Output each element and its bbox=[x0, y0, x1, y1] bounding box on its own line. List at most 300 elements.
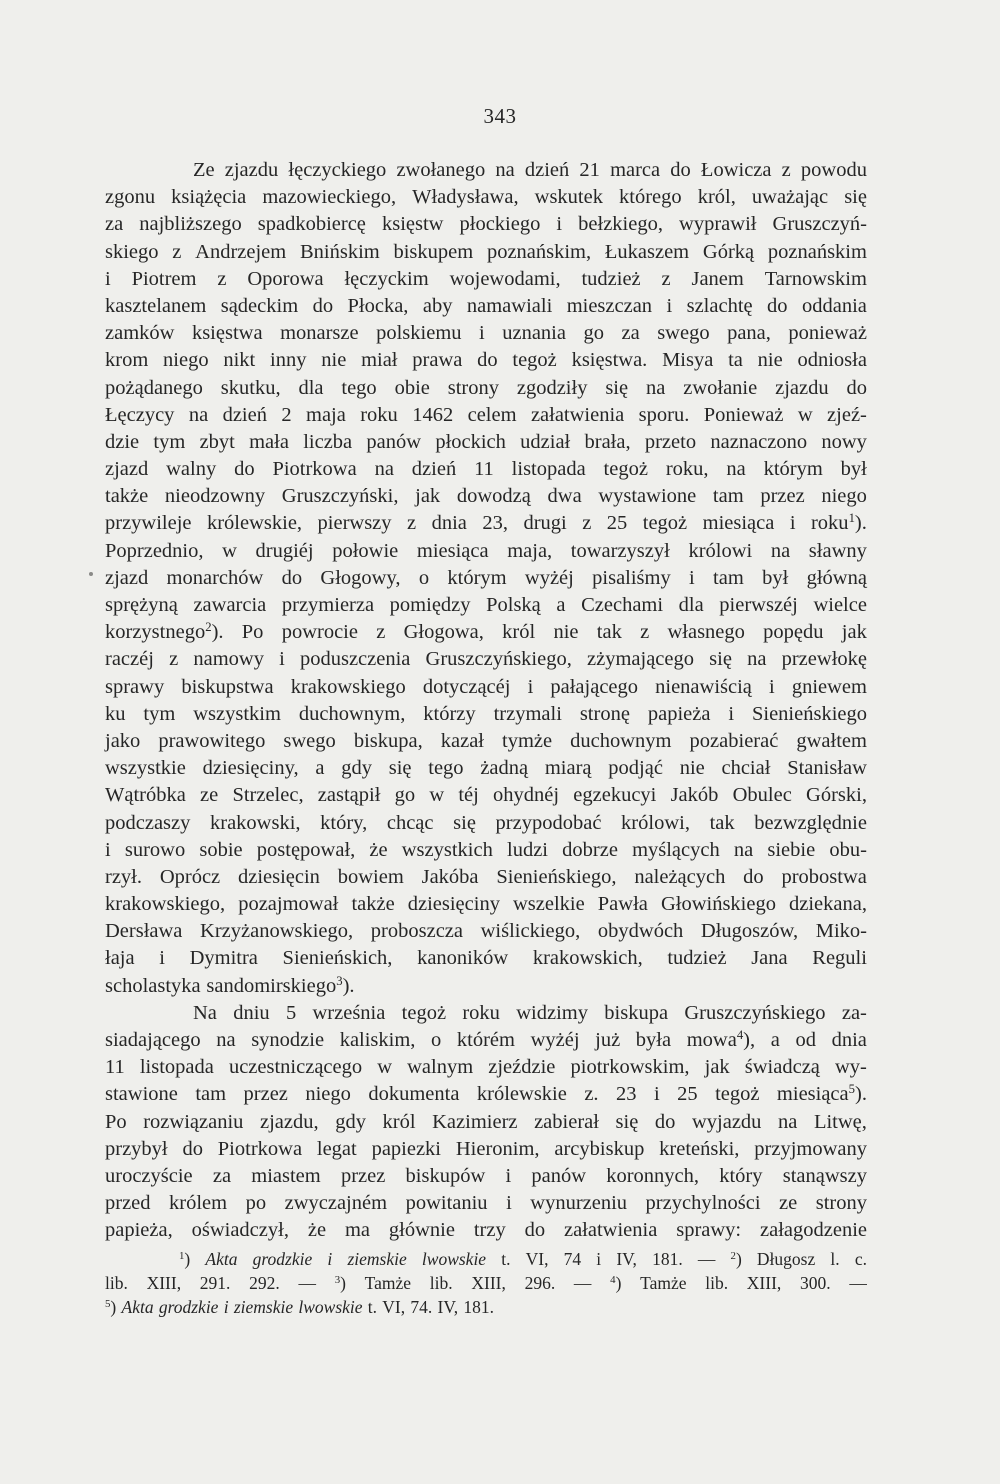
word: Czechami bbox=[581, 594, 664, 616]
word: rozwiązaniu bbox=[143, 1110, 244, 1133]
word: trzymali bbox=[493, 702, 562, 725]
word: września bbox=[312, 1001, 386, 1024]
word: Dersława bbox=[105, 920, 183, 943]
text-line bbox=[105, 429, 867, 456]
word: Gruszczyń- bbox=[772, 213, 867, 236]
text-line bbox=[105, 293, 867, 320]
word: strony bbox=[447, 376, 499, 399]
word: królewskie, bbox=[206, 512, 303, 535]
word: świadczą bbox=[744, 1056, 820, 1079]
word: którém bbox=[456, 1029, 515, 1051]
word: przypodobać bbox=[495, 811, 602, 834]
word: tegoż bbox=[401, 1001, 447, 1024]
text-line bbox=[105, 646, 867, 673]
word: biskupów bbox=[405, 1164, 486, 1187]
word: zgodziły bbox=[516, 376, 588, 399]
word: VI, bbox=[525, 1249, 549, 1269]
word: obydwóch bbox=[597, 920, 684, 943]
word: wynurzeniu bbox=[530, 1192, 628, 1215]
word: zwołanie bbox=[683, 376, 758, 399]
word: i bbox=[689, 566, 695, 589]
word: powodu bbox=[800, 159, 867, 181]
word: tym bbox=[143, 702, 176, 725]
word: mała bbox=[249, 430, 289, 453]
word: roku bbox=[360, 403, 398, 426]
footnotes bbox=[105, 1247, 867, 1319]
word: i bbox=[223, 1297, 229, 1317]
text-line bbox=[105, 239, 867, 266]
word: biskupstwa bbox=[181, 675, 274, 698]
word: najbliższego bbox=[139, 213, 242, 236]
word: tegoż bbox=[603, 458, 648, 481]
text-line bbox=[105, 211, 867, 238]
word: liczba bbox=[303, 430, 353, 453]
word: $^4$) bbox=[610, 1273, 622, 1293]
word: dniu bbox=[233, 1001, 270, 1024]
word: pozajmował bbox=[238, 893, 339, 916]
word: załatwienia bbox=[563, 1219, 658, 1242]
word: listopada bbox=[139, 1056, 214, 1079]
word: bełzkiego, bbox=[578, 213, 663, 236]
word: lwowskie bbox=[298, 1297, 363, 1317]
text-line bbox=[105, 728, 867, 755]
word: 11 bbox=[474, 458, 494, 481]
word: przymierza bbox=[281, 594, 375, 616]
word: obie bbox=[394, 376, 430, 399]
word: dziekana, bbox=[789, 893, 867, 916]
word: Andrzejem bbox=[195, 240, 287, 263]
word: należących bbox=[634, 865, 726, 888]
word: walny bbox=[166, 458, 217, 481]
word: 74 bbox=[563, 1249, 582, 1269]
word: prawowitego bbox=[158, 729, 266, 752]
word: Polską bbox=[486, 594, 541, 616]
word: skutku, bbox=[220, 376, 281, 399]
word: załatwienia bbox=[530, 403, 625, 426]
word: Głogowa, bbox=[403, 621, 484, 644]
word: Pawła bbox=[597, 893, 648, 916]
word: listopada bbox=[511, 458, 586, 481]
word: niego bbox=[305, 1083, 351, 1106]
word: biskupem bbox=[393, 240, 474, 263]
word: dzień bbox=[524, 159, 570, 181]
word: i bbox=[506, 1192, 512, 1215]
word: zwołanego bbox=[396, 159, 486, 181]
word: nieodzowny bbox=[164, 485, 266, 508]
word: z bbox=[661, 267, 671, 290]
word: była bbox=[635, 1029, 672, 1051]
word: dokumenta bbox=[368, 1083, 460, 1106]
word: wielce bbox=[813, 594, 867, 616]
word: którzy bbox=[423, 702, 476, 725]
word: zżymającego bbox=[587, 648, 694, 671]
word: dziesięciny bbox=[407, 893, 500, 916]
word: biskupa, bbox=[353, 729, 423, 752]
word: miesiąca bbox=[702, 512, 775, 535]
word: płockich bbox=[435, 430, 506, 453]
text-line bbox=[105, 701, 867, 728]
word: Gruszczyńskiego bbox=[684, 1001, 826, 1024]
word: panów bbox=[366, 430, 422, 453]
word: dla bbox=[678, 594, 704, 616]
word: do bbox=[281, 566, 303, 589]
word: $^3$) bbox=[334, 1273, 346, 1293]
word: kasztelanem bbox=[105, 294, 207, 317]
word: wiślickiego, bbox=[480, 920, 581, 943]
word: krakowskiego bbox=[290, 675, 406, 698]
word: się bbox=[844, 186, 867, 209]
word: oddania bbox=[801, 294, 867, 317]
word: udział bbox=[520, 430, 571, 453]
word: pana, bbox=[727, 322, 771, 345]
word: zjazd bbox=[105, 458, 149, 481]
word: Dymitra bbox=[189, 947, 258, 970]
word: Janem bbox=[691, 267, 744, 290]
word: przyjmowany bbox=[754, 1137, 867, 1160]
word: stronę bbox=[579, 702, 630, 725]
word: Jakóba bbox=[421, 865, 479, 888]
word: $^1$) bbox=[179, 1249, 191, 1269]
word: probostwa bbox=[781, 865, 867, 888]
word: z bbox=[640, 621, 650, 644]
word: na bbox=[216, 1029, 236, 1051]
word: zjazdu bbox=[775, 376, 829, 399]
word: jako bbox=[105, 729, 141, 752]
word: uważając bbox=[751, 186, 829, 209]
word: Długoszów, bbox=[700, 920, 799, 943]
word: lib. bbox=[705, 1273, 729, 1293]
word: Jana bbox=[751, 947, 788, 970]
word: biskupa bbox=[604, 1001, 669, 1024]
word: téj bbox=[458, 784, 479, 807]
word: od bbox=[795, 1029, 816, 1051]
word: Kazimierz bbox=[432, 1110, 518, 1133]
word: wszystkim bbox=[193, 702, 281, 725]
word: Płocka, bbox=[347, 294, 409, 317]
word: Hieronim, bbox=[455, 1137, 540, 1160]
word: przez bbox=[760, 485, 805, 508]
word: t. bbox=[367, 1297, 378, 1317]
word: wskutek bbox=[534, 186, 603, 209]
word: piotrkowskim, bbox=[570, 1056, 690, 1079]
word: Łęczycy bbox=[105, 403, 175, 426]
word: się bbox=[453, 811, 476, 834]
word: Oporowa bbox=[247, 267, 324, 290]
word: i bbox=[105, 838, 111, 861]
word: 23 bbox=[616, 1083, 637, 1106]
word: sobie bbox=[199, 838, 243, 861]
word: na bbox=[726, 458, 746, 481]
word: który bbox=[719, 1164, 763, 1187]
word: koronnych, bbox=[606, 1164, 700, 1187]
text-line bbox=[105, 1000, 867, 1027]
word: lib. bbox=[429, 1273, 453, 1293]
word: skiego bbox=[105, 240, 159, 263]
word: z bbox=[217, 267, 227, 290]
word: Władysława, bbox=[412, 186, 519, 209]
text-line bbox=[105, 1054, 867, 1081]
text-line bbox=[105, 184, 867, 211]
word: Reguli bbox=[812, 947, 867, 970]
page-number: 343 bbox=[483, 104, 517, 128]
text-line bbox=[105, 674, 867, 701]
word: ohydnéj bbox=[493, 784, 560, 807]
word: że bbox=[369, 838, 388, 861]
word: arcybiskup bbox=[554, 1137, 645, 1160]
word: nie bbox=[679, 757, 705, 780]
word: miesiąca$^5$). bbox=[776, 1082, 867, 1106]
word: monarchów bbox=[166, 566, 264, 589]
word: wszystkich bbox=[401, 838, 493, 861]
word: Głogowy, bbox=[320, 566, 401, 589]
text-line bbox=[105, 918, 867, 945]
word: wyprawił bbox=[679, 213, 757, 236]
word: mazowieckiego, bbox=[262, 186, 397, 209]
word: już bbox=[595, 1029, 621, 1051]
word: do bbox=[182, 1137, 203, 1160]
word: towarzyszył bbox=[570, 539, 670, 562]
word: go bbox=[394, 784, 416, 807]
text-line bbox=[105, 157, 867, 184]
word: zjeź- bbox=[827, 403, 867, 426]
word: połowie bbox=[332, 539, 399, 562]
word: 21 bbox=[579, 159, 600, 181]
word: bezwzględnie bbox=[754, 811, 867, 834]
word: pożądanego bbox=[105, 376, 203, 399]
word: wyżéj bbox=[530, 1029, 580, 1051]
word: szlachtę bbox=[686, 294, 753, 317]
word: nie bbox=[553, 621, 579, 644]
word: roku$^1$). bbox=[810, 511, 867, 535]
word: pierwszy bbox=[317, 512, 392, 535]
word: Głowińskiego bbox=[660, 893, 776, 916]
word: roku bbox=[462, 1001, 500, 1024]
word: Tamże bbox=[640, 1273, 687, 1293]
word: strony bbox=[815, 1192, 867, 1215]
word: stanąwszy bbox=[782, 1164, 867, 1187]
word: sandomirskiego$^3$). bbox=[206, 973, 355, 997]
word: siebie bbox=[767, 838, 816, 861]
word: sprawy bbox=[105, 675, 165, 698]
word: przeto bbox=[644, 430, 697, 453]
word: Oprócz bbox=[159, 865, 221, 888]
word: tam bbox=[195, 1083, 227, 1106]
word: Piotrkowa bbox=[272, 458, 357, 481]
word: płockiego bbox=[459, 213, 541, 236]
word: na bbox=[188, 403, 209, 426]
word: XIII, bbox=[746, 1273, 782, 1293]
word: i bbox=[159, 947, 165, 970]
word: księstw bbox=[381, 213, 444, 236]
word: Krzyżanowskiego, bbox=[200, 920, 354, 943]
word: przed bbox=[105, 1192, 151, 1215]
word: chcąc bbox=[386, 811, 434, 834]
word: 1462 bbox=[412, 403, 454, 426]
word: Bnińskim bbox=[299, 240, 380, 263]
word: zjazd bbox=[105, 566, 149, 589]
word: oświadczył, bbox=[191, 1219, 289, 1242]
word: łęczyckiego bbox=[288, 159, 387, 181]
word: z bbox=[582, 512, 592, 535]
word: tegoż bbox=[642, 512, 688, 535]
word: swego bbox=[657, 322, 710, 345]
word: wszelkie bbox=[513, 893, 585, 916]
word: Tarnowskim bbox=[764, 267, 867, 290]
word: do bbox=[524, 1219, 546, 1242]
word: księstwa. bbox=[571, 349, 648, 372]
word: Jakób bbox=[670, 784, 719, 807]
text-line bbox=[105, 891, 867, 918]
word: ku bbox=[105, 702, 126, 725]
word: przybył bbox=[105, 1137, 168, 1160]
word: król bbox=[502, 621, 536, 644]
word: kreteński, bbox=[659, 1137, 740, 1160]
word: z bbox=[376, 621, 386, 644]
word: że bbox=[307, 1219, 327, 1242]
word: sporu. bbox=[638, 403, 690, 426]
word: z. bbox=[584, 1083, 599, 1106]
text-line bbox=[105, 510, 867, 537]
word: i bbox=[479, 322, 485, 345]
word: własnego bbox=[667, 621, 745, 644]
word: 181. bbox=[463, 1297, 494, 1317]
margin-speck bbox=[89, 572, 93, 576]
word: tudzież bbox=[667, 947, 727, 970]
word: Stanisław bbox=[787, 757, 867, 780]
word: tymże bbox=[502, 729, 553, 752]
word: 23, bbox=[482, 512, 508, 535]
word: lwowskie bbox=[421, 1249, 487, 1269]
text-line bbox=[105, 538, 867, 565]
word: dowodzą bbox=[456, 485, 531, 508]
word: tegoż bbox=[715, 1083, 760, 1106]
word: 296. bbox=[524, 1273, 556, 1293]
word: zawarcia bbox=[193, 594, 267, 616]
word: z bbox=[169, 648, 179, 671]
text-line bbox=[105, 1027, 867, 1054]
text-line bbox=[105, 1081, 867, 1108]
word: trzy bbox=[473, 1219, 506, 1242]
word: raczéj bbox=[105, 648, 154, 671]
word: nie bbox=[321, 349, 347, 372]
word: łęczyckim bbox=[344, 267, 429, 290]
word: zjeździe bbox=[488, 1056, 556, 1079]
word: namowy bbox=[193, 648, 264, 671]
word: łaja bbox=[105, 947, 135, 970]
word: tak bbox=[596, 621, 622, 644]
word: jak bbox=[415, 485, 441, 508]
word: 74. bbox=[410, 1297, 433, 1317]
word: za bbox=[621, 322, 640, 345]
word: odniosła bbox=[797, 349, 867, 372]
word: w bbox=[797, 403, 813, 426]
word: Miko- bbox=[815, 920, 867, 943]
word: kaliskim, bbox=[339, 1029, 416, 1051]
word: ze bbox=[200, 784, 219, 807]
word: dziesięciny, bbox=[202, 757, 299, 780]
word: panów bbox=[531, 1164, 587, 1187]
word: tegoż bbox=[512, 349, 557, 372]
word: Poprzednio, bbox=[105, 539, 204, 562]
word: i bbox=[105, 267, 111, 290]
word: na bbox=[778, 1110, 798, 1133]
word: — bbox=[298, 1273, 316, 1293]
word: król, bbox=[697, 186, 736, 209]
word: główną bbox=[806, 566, 867, 589]
word: do bbox=[654, 1110, 676, 1133]
word: ludzi bbox=[507, 838, 548, 861]
word: marca bbox=[610, 159, 661, 181]
word: Litwę, bbox=[813, 1110, 867, 1133]
word: tak bbox=[709, 811, 735, 834]
word: celem bbox=[467, 403, 517, 426]
word: $^5$) bbox=[105, 1297, 117, 1317]
word: papieża, bbox=[105, 1219, 173, 1242]
word: pomiędzy bbox=[389, 594, 471, 616]
word: roku, bbox=[665, 458, 709, 481]
text-line bbox=[105, 1109, 867, 1136]
word: 291. bbox=[199, 1273, 231, 1293]
word: krom bbox=[105, 349, 149, 372]
word: tudzież bbox=[581, 267, 641, 290]
word: zjazdu bbox=[224, 159, 279, 181]
word: podczaszy bbox=[105, 811, 191, 834]
word: krakowskiego, bbox=[105, 893, 226, 916]
word: 300. bbox=[800, 1273, 831, 1293]
word: Akta bbox=[205, 1249, 238, 1269]
word: inny bbox=[270, 349, 307, 372]
word: Sienieńskiego bbox=[751, 702, 867, 725]
word: c. bbox=[854, 1249, 867, 1269]
word: poduszczenia bbox=[299, 648, 411, 671]
word: Piotrem bbox=[131, 267, 197, 290]
word: krakowskich, bbox=[532, 947, 643, 970]
word: — bbox=[697, 1249, 716, 1269]
word: się bbox=[615, 1110, 639, 1133]
word: Łowicza bbox=[700, 159, 772, 181]
word: księstwa bbox=[191, 322, 263, 345]
word: królem bbox=[169, 1192, 228, 1215]
word: drugiéj bbox=[255, 539, 314, 562]
word: załagodzenie bbox=[760, 1219, 867, 1242]
word: król bbox=[382, 1110, 416, 1133]
word: przez bbox=[243, 1083, 288, 1106]
word: powitaniu bbox=[405, 1192, 488, 1215]
text-line bbox=[105, 483, 867, 510]
word: o bbox=[431, 1029, 442, 1051]
word: przewłokę bbox=[781, 648, 867, 671]
text-line bbox=[105, 347, 867, 374]
word: wy- bbox=[834, 1056, 867, 1079]
word: książęcia bbox=[171, 186, 247, 209]
word: egzekucyi bbox=[573, 784, 657, 807]
word: podjąć bbox=[608, 757, 663, 780]
word: dobrze bbox=[562, 838, 618, 861]
word: po bbox=[245, 1192, 267, 1215]
word: wszystkie bbox=[105, 757, 186, 780]
word: zabierał bbox=[534, 1110, 599, 1133]
word: Po bbox=[105, 1110, 127, 1133]
word: wystawione bbox=[598, 485, 697, 508]
word: Strzelec, bbox=[232, 784, 304, 807]
text-line bbox=[105, 755, 867, 782]
word: go bbox=[583, 322, 604, 345]
word: do bbox=[234, 458, 255, 481]
word: do bbox=[743, 865, 764, 888]
word: Sienieńskich, bbox=[282, 947, 393, 970]
word: jak bbox=[704, 1056, 730, 1079]
word: gwałtem bbox=[796, 729, 867, 752]
